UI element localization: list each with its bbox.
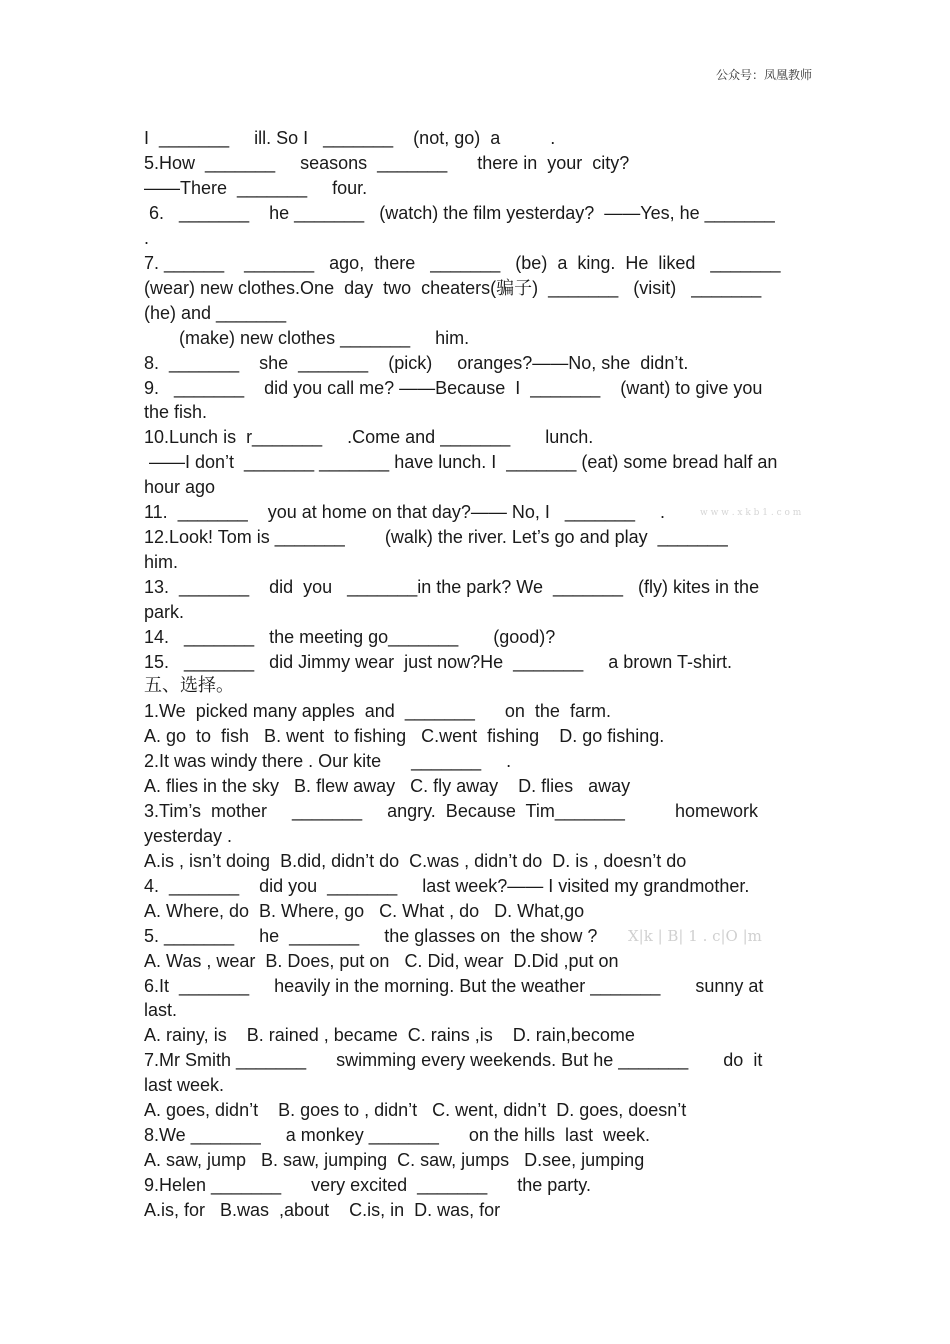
text-line: A. go to fish B. went to fishing C.went fishing D. go fishing. — [144, 726, 665, 746]
text-line: ——I don’t _______ _______ have lunch. I _______ (eat) some bread half an — [144, 452, 778, 472]
text-line: 6. _______ he _______ (watch) the film yesterday? ——Yes, he _______ — [144, 203, 775, 223]
text-line: 7. ______ _______ ago, there _______ (be) a king. He liked _______ — [144, 253, 781, 273]
text-line: 13. _______ did you _______in the park? We _______ (fly) kites in the — [144, 577, 760, 597]
text-line: A.is, for B.was ,about C.is, in D. was, for — [144, 1200, 501, 1220]
text-line: A. saw, jump B. saw, jumping C. saw, jumps D.see, jumping — [144, 1150, 645, 1170]
text-line: 1.We picked many apples and _______ on the farm. — [144, 701, 611, 721]
text-line: 3.Tim’s mother _______ angry. Because Tim_______ homework — [144, 801, 758, 821]
watermark: w w w . x k b 1 . c o m — [700, 508, 802, 518]
text-line: the fish. — [144, 402, 208, 422]
text-line: 7.Mr Smith _______ swimming every weekends. But he _______ do it — [144, 1050, 763, 1070]
text-line: . — [144, 228, 150, 248]
text-line: (he) and _______ — [144, 303, 287, 323]
text-line: A. flies in the sky B. flew away C. fly away D. flies away — [144, 776, 631, 796]
text-line: A. Was , wear B. Does, put on C. Did, wear D.Did ,put on — [144, 951, 619, 971]
text-line: 9. _______ did you call me? ——Because I _______ (want) to give you — [144, 378, 763, 398]
header-source: 公众号：凤凰教师 — [715, 68, 812, 82]
text-line: A.is , isn’t doing B.did, didn’t do C.was , didn’t do D. is , doesn’t do — [144, 851, 687, 871]
text-line: hour ago — [144, 477, 216, 497]
text-line: 12.Look! Tom is _______ (walk) the river. Let’s go and play _______ — [144, 527, 728, 547]
text-line: 2.It was windy there . Our kite _______ . — [144, 751, 512, 771]
text-line: last week. — [144, 1075, 225, 1095]
text-line: 11. _______ you at home on that day?—— No, I _______ . — [144, 502, 666, 522]
text-line: 4. _______ did you _______ last week?—— I visited my grandmother. — [144, 876, 750, 896]
section-heading: 五、选择。 — [144, 675, 234, 696]
text-line: 8. _______ she _______ (pick) oranges?——No, she didn’t. — [144, 353, 689, 373]
text-line: A. goes, didn’t B. goes to , didn’t C. went, didn’t D. goes, doesn’t — [144, 1100, 687, 1120]
text-line: 10.Lunch is r_______ .Come and _______ lunch. — [144, 427, 594, 447]
text-line: (make) new clothes _______ him. — [144, 328, 470, 348]
text-line: 9.Helen _______ very excited _______ the party. — [144, 1175, 591, 1195]
text-line: 15. _______ did Jimmy wear just now?He _______ a brown T-shirt. — [144, 652, 732, 672]
text-line: yesterday . — [144, 826, 233, 846]
text-line: 5. _______ he _______ the glasses on the show ? — [144, 926, 598, 946]
text-line: (wear) new clothes.One day two cheaters(骗子) _______ (visit) _______ — [144, 278, 762, 298]
text-line: A. rainy, is B. rained , became C. rains ,is D. rain,become — [144, 1025, 635, 1045]
text-line: I _______ ill. So I _______ (not, go) a . — [144, 128, 556, 148]
text-line: 14. _______ the meeting go_______ (good)? — [144, 627, 556, 647]
text-line: last. — [144, 1000, 178, 1020]
watermark: X|k | B| 1 . c|O |m — [628, 927, 762, 945]
text-line: 6.It _______ heavily in the morning. But the weather _______ sunny at — [144, 976, 764, 996]
text-line: 8.We _______ a monkey _______ on the hills last week. — [144, 1125, 650, 1145]
text-line: ——There _______ four. — [144, 178, 368, 198]
text-line: park. — [144, 602, 185, 622]
text-line: him. — [144, 552, 179, 572]
text-line: A. Where, do B. Where, go C. What , do D. What,go — [144, 901, 585, 921]
text-line: 5.How _______ seasons _______ there in your city? — [144, 153, 630, 173]
